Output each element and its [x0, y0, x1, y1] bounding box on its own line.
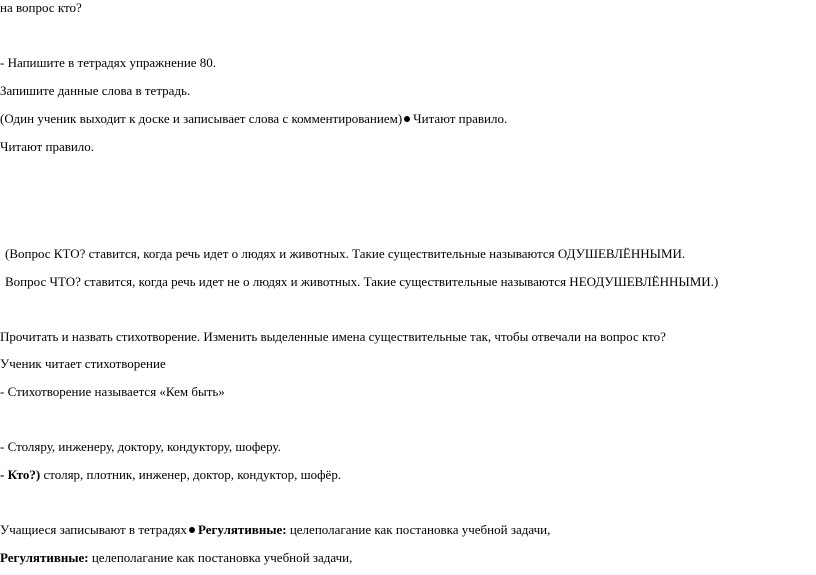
- text-line-1: на вопрос кто?: [0, 0, 82, 15]
- text-line-12: [0, 467, 341, 483]
- text-line-13-bold: Регулятивные:: [197, 522, 287, 537]
- text-line-12-rest: столяр, плотник, инженер, доктор, кондуктор, шофёр.: [40, 467, 342, 482]
- text-line-4-part-1: (Один ученик выходит к доске и записывает слова с комментированием): [0, 111, 403, 126]
- bullet-icon: [404, 116, 410, 122]
- bullet-icon: [189, 527, 195, 533]
- text-line-4: [0, 111, 507, 127]
- text-line-2: - Напишите в тетрадях упражнение 80.: [0, 55, 217, 70]
- text-line-10: - Стихотворение называется «Кем быть»: [0, 384, 225, 399]
- text-line-11: - Столяру, инженеру, доктору, кондуктору, шоферу.: [0, 439, 281, 454]
- text-line-9: Ученик читает стихотворение: [0, 356, 166, 371]
- text-line-13-part-1: Учащиеся записывают в тетрадях: [0, 522, 187, 537]
- text-line-14-bold: Регулятивные:: [0, 550, 89, 565]
- text-line-12-bold: - Кто?): [0, 467, 41, 482]
- text-line-13-rest: целеполагание как постановка учебной задачи,: [286, 522, 551, 537]
- text-line-4-part-2: Читают правило.: [413, 111, 508, 126]
- text-line-14: [0, 550, 352, 566]
- text-line-5: Читают правило.: [0, 139, 95, 154]
- text-line-6: (Вопрос КТО? ставится, когда речь идет о людях и животных. Такие существительные называются ОДУШЕВЛЁННЫМИ.: [5, 246, 686, 261]
- text-line-13: [0, 522, 550, 538]
- text-line-7: Вопрос ЧТО? ставится, когда речь идет не о людях и животных. Такие существительные называются НЕОДУШЕВЛЁННЫМИ.): [5, 274, 719, 289]
- text-line-8: Прочитать и назвать стихотворение. Изменить выделенные имена существительные так, чтобы отвечали на вопрос кто?: [0, 329, 666, 344]
- text-line-14-rest: целеполагание как постановка учебной задачи,: [88, 550, 353, 565]
- text-line-3: Запишите данные слова в тетрадь.: [0, 83, 191, 98]
